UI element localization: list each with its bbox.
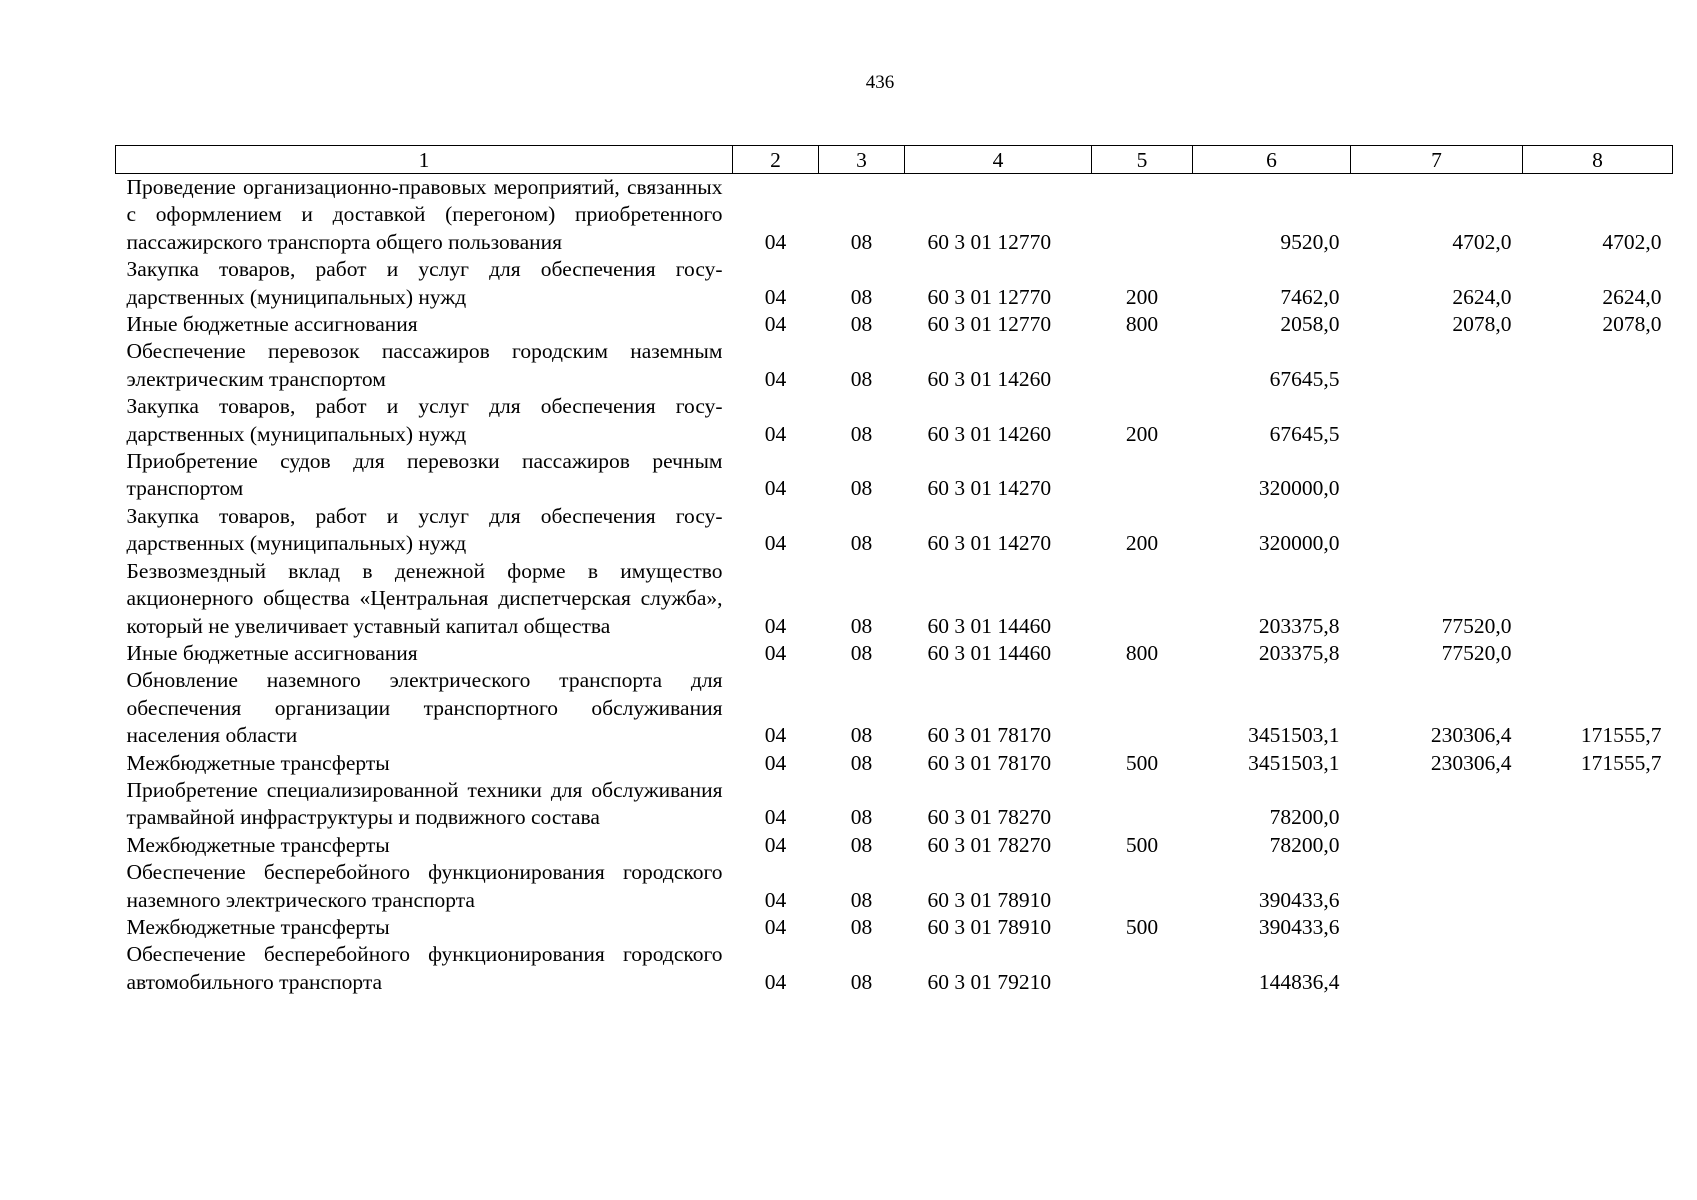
item-name: Межбюджетные трансферты xyxy=(126,832,390,857)
section-code: 04 xyxy=(764,284,787,309)
expense-type-code: 200 xyxy=(1125,421,1159,446)
amount-col-8: 171555,7 xyxy=(1580,723,1662,748)
section-code: 04 xyxy=(764,229,787,254)
amount-col-8 xyxy=(1523,503,1673,558)
amount-col-6: 67645,5 xyxy=(1269,366,1340,391)
section-code: 04 xyxy=(764,969,787,994)
amount-col-8: 2624,0 xyxy=(1602,284,1662,309)
amount-col-8 xyxy=(1523,338,1673,393)
amount-col-6: 203375,8 xyxy=(1258,613,1340,638)
amount-col-6: 320000,0 xyxy=(1258,476,1340,501)
expense-type-code xyxy=(1092,667,1193,749)
header-row xyxy=(116,146,1673,174)
amount-col-8: 171555,7 xyxy=(1580,750,1662,775)
expense-type-code xyxy=(1092,777,1193,832)
target-article-code: 60 3 01 14260 xyxy=(927,421,1052,446)
table-row xyxy=(116,256,1673,311)
expense-type-code xyxy=(1092,174,1193,257)
amount-col-7 xyxy=(1351,393,1523,448)
section-code: 04 xyxy=(764,640,787,665)
expense-type-code: 800 xyxy=(1125,312,1159,337)
subsection-code: 08 xyxy=(850,476,873,501)
amount-col-7 xyxy=(1351,777,1523,832)
table-row xyxy=(116,558,1673,640)
amount-col-7: 77520,0 xyxy=(1441,640,1512,665)
header-cell: 4 xyxy=(905,146,1092,174)
amount-col-7: 2624,0 xyxy=(1452,284,1512,309)
expense-type-code xyxy=(1092,338,1193,393)
amount-col-6: 7462,0 xyxy=(1280,284,1340,309)
item-name: Приобретение судов для перевозки пассажиров речным транспортом xyxy=(126,449,723,501)
amount-col-6: 67645,5 xyxy=(1269,421,1340,446)
amount-col-8 xyxy=(1523,448,1673,503)
target-article-code: 60 3 01 12770 xyxy=(927,229,1052,254)
section-code: 04 xyxy=(764,887,787,912)
table-row xyxy=(116,832,1673,859)
target-article-code: 60 3 01 14270 xyxy=(927,476,1052,501)
item-name: Безвозмездный вклад в денежной форме в имущество акционерного общества «Центральная диспетчерская служба», который не увеличивает уставный капитал общества xyxy=(126,558,723,638)
item-name: Закупка товаров, работ и услуг для обеспечения государственных (муниципальных) нужд xyxy=(126,503,723,556)
table-header xyxy=(116,146,1673,174)
expense-type-code: 500 xyxy=(1125,914,1159,939)
amount-col-8 xyxy=(1523,914,1673,941)
section-code: 04 xyxy=(764,476,787,501)
amount-col-8 xyxy=(1523,941,1673,996)
section-code: 04 xyxy=(764,750,787,775)
item-name: Обновление наземного электрического транспорта для обеспечения организации транспортного обслуживания населения области xyxy=(126,668,723,748)
item-name: Обеспечение бесперебойного функционирования городского автомобильного транспорта xyxy=(126,942,723,994)
table-body xyxy=(116,174,1673,997)
amount-col-8 xyxy=(1523,859,1673,914)
section-code: 04 xyxy=(764,421,787,446)
header-cell: 8 xyxy=(1523,146,1673,174)
table-row xyxy=(116,859,1673,914)
table-row xyxy=(116,393,1673,448)
amount-col-8: 2078,0 xyxy=(1602,312,1662,337)
item-name: Обеспечение перевозок пассажиров городским наземным электрическим транспортом xyxy=(126,339,723,391)
expense-type-code xyxy=(1092,448,1193,503)
item-name: Проведение организационно-правовых мероприятий, связанных с оформлением и доставкой (перегоном) приобретенного пассажирского транспорта общего пользования xyxy=(126,175,723,254)
section-code: 04 xyxy=(764,312,787,337)
amount-col-7: 77520,0 xyxy=(1441,613,1512,638)
item-name: Обеспечение бесперебойного функционирования городского наземного электрического транспорта xyxy=(126,860,723,912)
header-cell: 5 xyxy=(1092,146,1193,174)
header-cell: 7 xyxy=(1351,146,1523,174)
table-row xyxy=(116,338,1673,393)
section-code: 04 xyxy=(764,613,787,638)
amount-col-7 xyxy=(1351,338,1523,393)
table-row xyxy=(116,311,1673,338)
amount-col-6: 78200,0 xyxy=(1269,832,1340,857)
target-article-code: 60 3 01 12770 xyxy=(927,312,1052,337)
item-name: Иные бюджетные ассигнования xyxy=(126,312,418,337)
item-name: Межбюджетные трансферты xyxy=(126,750,390,775)
item-name: Иные бюджетные ассигнования xyxy=(126,640,418,665)
expense-type-code xyxy=(1092,558,1193,640)
amount-col-7 xyxy=(1351,832,1523,859)
amount-col-8 xyxy=(1523,393,1673,448)
subsection-code: 08 xyxy=(850,887,873,912)
item-name: Межбюджетные трансферты xyxy=(126,914,390,939)
amount-col-8 xyxy=(1523,777,1673,832)
subsection-code: 08 xyxy=(850,531,873,556)
budget-table xyxy=(115,145,1673,996)
header-cell: 6 xyxy=(1193,146,1351,174)
amount-col-6: 144836,4 xyxy=(1258,969,1340,994)
amount-col-7 xyxy=(1351,448,1523,503)
amount-col-7 xyxy=(1351,859,1523,914)
target-article-code: 60 3 01 12770 xyxy=(927,284,1052,309)
amount-col-6: 390433,6 xyxy=(1258,914,1340,939)
target-article-code: 60 3 01 78910 xyxy=(927,914,1052,939)
target-article-code: 60 3 01 78270 xyxy=(927,832,1052,857)
target-article-code: 60 3 01 78270 xyxy=(927,805,1052,830)
subsection-code: 08 xyxy=(850,832,873,857)
target-article-code: 60 3 01 79210 xyxy=(927,969,1052,994)
target-article-code: 60 3 01 14460 xyxy=(927,613,1052,638)
amount-col-7: 230306,4 xyxy=(1430,723,1512,748)
table-row xyxy=(116,503,1673,558)
amount-col-6: 3451503,1 xyxy=(1248,723,1340,748)
amount-col-7 xyxy=(1351,503,1523,558)
amount-col-7 xyxy=(1351,941,1523,996)
amount-col-6: 78200,0 xyxy=(1269,805,1340,830)
amount-col-7: 230306,4 xyxy=(1430,750,1512,775)
table-row xyxy=(116,174,1673,257)
expense-type-code: 500 xyxy=(1125,832,1159,857)
amount-col-6: 320000,0 xyxy=(1258,531,1340,556)
target-article-code: 60 3 01 78910 xyxy=(927,887,1052,912)
expense-type-code xyxy=(1092,859,1193,914)
target-article-code: 60 3 01 14460 xyxy=(927,640,1052,665)
page-number: 436 xyxy=(865,72,895,93)
table-row xyxy=(116,448,1673,503)
amount-col-8 xyxy=(1523,832,1673,859)
target-article-code: 60 3 01 78170 xyxy=(927,723,1052,748)
table-row xyxy=(116,941,1673,996)
section-code: 04 xyxy=(764,914,787,939)
expense-type-code: 500 xyxy=(1125,750,1159,775)
table-row xyxy=(116,777,1673,832)
amount-col-8: 4702,0 xyxy=(1602,229,1662,254)
amount-col-7: 2078,0 xyxy=(1452,312,1512,337)
target-article-code: 60 3 01 14270 xyxy=(927,531,1052,556)
subsection-code: 08 xyxy=(850,640,873,665)
header-cell: 2 xyxy=(733,146,819,174)
target-article-code: 60 3 01 78170 xyxy=(927,750,1052,775)
table-row xyxy=(116,667,1673,749)
table-row xyxy=(116,750,1673,777)
section-code: 04 xyxy=(764,832,787,857)
section-code: 04 xyxy=(764,805,787,830)
subsection-code: 08 xyxy=(850,613,873,638)
subsection-code: 08 xyxy=(850,284,873,309)
subsection-code: 08 xyxy=(850,750,873,775)
subsection-code: 08 xyxy=(850,723,873,748)
table-row xyxy=(116,640,1673,667)
amount-col-6: 3451503,1 xyxy=(1248,750,1340,775)
subsection-code: 08 xyxy=(850,312,873,337)
section-code: 04 xyxy=(764,531,787,556)
expense-type-code xyxy=(1092,941,1193,996)
expense-type-code: 800 xyxy=(1125,640,1159,665)
amount-col-8 xyxy=(1523,558,1673,640)
amount-col-6: 203375,8 xyxy=(1258,640,1340,665)
amount-col-8 xyxy=(1523,640,1673,667)
header-cell: 3 xyxy=(819,146,905,174)
amount-col-6: 390433,6 xyxy=(1258,887,1340,912)
item-name: Закупка товаров, работ и услуг для обеспечения государственных (муниципальных) нужд xyxy=(126,257,723,309)
subsection-code: 08 xyxy=(850,805,873,830)
subsection-code: 08 xyxy=(850,421,873,446)
amount-col-7: 4702,0 xyxy=(1452,229,1512,254)
header-cell: 1 xyxy=(116,146,733,174)
item-name: Закупка товаров, работ и услуг для обеспечения государственных (муниципальных) нужд xyxy=(126,394,723,446)
section-code: 04 xyxy=(764,366,787,391)
expense-type-code: 200 xyxy=(1125,284,1159,309)
subsection-code: 08 xyxy=(850,914,873,939)
target-article-code: 60 3 01 14260 xyxy=(927,366,1052,391)
amount-col-7 xyxy=(1351,914,1523,941)
subsection-code: 08 xyxy=(850,229,873,254)
table-row xyxy=(116,914,1673,941)
subsection-code: 08 xyxy=(850,969,873,994)
section-code: 04 xyxy=(764,723,787,748)
subsection-code: 08 xyxy=(850,366,873,391)
expense-type-code: 200 xyxy=(1125,531,1159,556)
amount-col-6: 2058,0 xyxy=(1280,312,1340,337)
item-name: Приобретение специализированной техники для обслуживания трамвайной инфраструктуры и подвижного состава xyxy=(126,777,723,830)
amount-col-6: 9520,0 xyxy=(1280,229,1340,254)
